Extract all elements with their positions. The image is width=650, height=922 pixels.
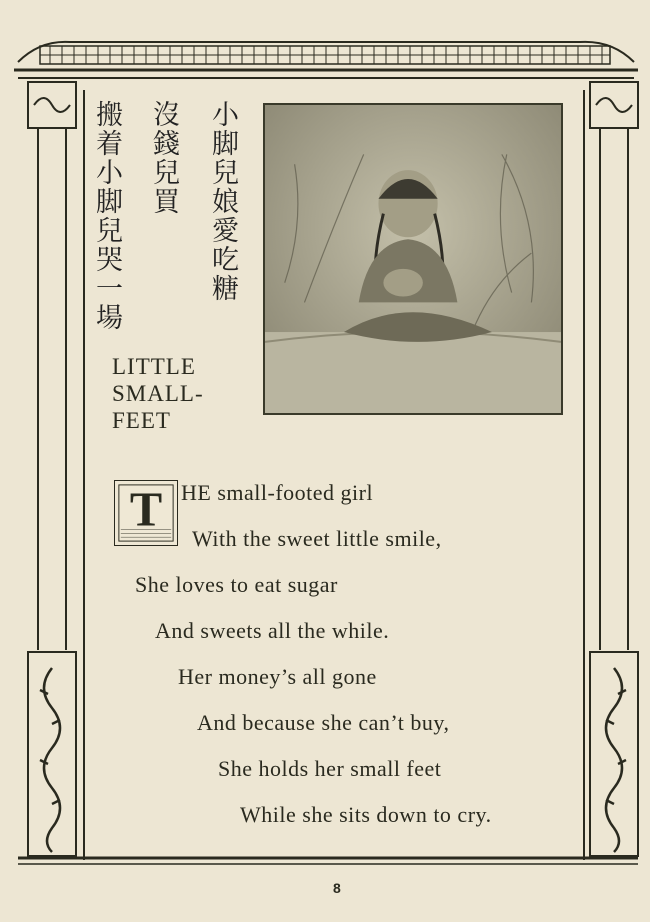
chinese-verse-column-1: 小脚兒娘愛吃糖 xyxy=(207,100,238,303)
chinese-verse-column-3: 搬着小脚兒哭一場 xyxy=(91,100,122,332)
verse-line-4: And sweets all the while. xyxy=(155,618,390,643)
drop-cap xyxy=(114,480,178,546)
poem-title xyxy=(112,354,204,435)
title-line: SMALL- xyxy=(112,380,204,406)
child-photo xyxy=(263,103,563,415)
verse-line-2: With the sweet little smile, xyxy=(192,526,442,551)
verse-line-3: She loves to eat sugar xyxy=(135,572,338,597)
chinese-verse-column-2: 沒錢兒買 xyxy=(148,100,179,216)
verse-line-6: And because she can’t buy, xyxy=(197,710,450,735)
verse-line-8: While she sits down to cry. xyxy=(240,802,492,827)
verse-line-1: HE small-footed girl xyxy=(181,480,374,505)
drop-cap-letter: T xyxy=(129,483,163,537)
dragon-icon xyxy=(606,668,626,852)
title-line: FEET xyxy=(112,407,171,433)
verse-line-7: She holds her small feet xyxy=(218,756,442,781)
dragon-icon xyxy=(40,668,60,852)
verse-line-5: Her money’s all gone xyxy=(178,664,377,689)
page-number: 8 xyxy=(333,880,341,896)
title-line: LITTLE xyxy=(112,354,196,379)
